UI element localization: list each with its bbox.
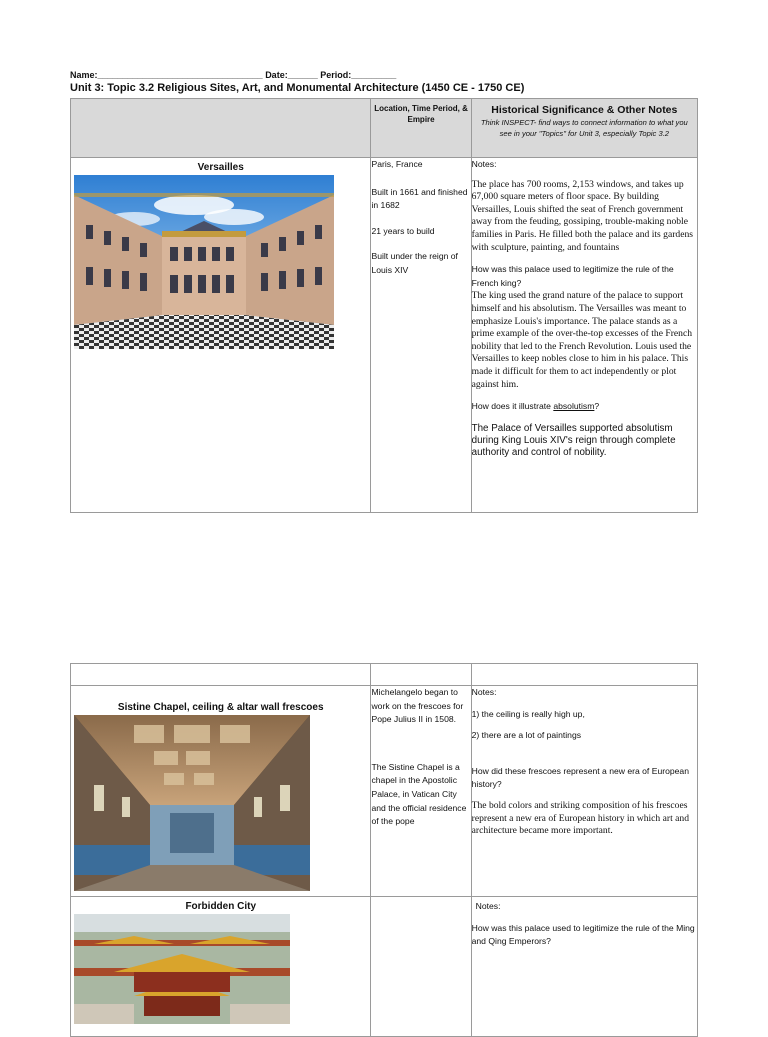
empty-header-cell-3 xyxy=(471,664,697,686)
q2-prefix: How does it illustrate xyxy=(471,401,554,412)
student-info-line: Name:_________________________________ Date:______ Period:_________ xyxy=(70,70,397,80)
versailles-question-2 xyxy=(472,400,697,414)
worksheet-title: Unit 3: Topic 3.2 Religious Sites, Art, and Monumental Architecture (1450 CE - 1750 CE) xyxy=(70,82,525,94)
versailles-years: 21 years to build xyxy=(371,225,435,236)
versailles-answer-1: The king used the grand nature of the palace to support himself and his absolutism. The Versailles was meant to emphasize Louis's importance. The palace stands as a prime example of the over-the-top excesses of the French nobility that led to the French Revolution. Louis used the Versailles to keep nobles close to him in his palace. This made it difficult for them to act independently or plot against him. xyxy=(471,290,693,390)
sites-table-2 xyxy=(70,663,698,1037)
header-significance-cell xyxy=(471,99,697,158)
versailles-notes-label: Notes: xyxy=(471,159,497,169)
versailles-photo xyxy=(74,175,334,349)
sistine-title: Sistine Chapel, ceiling & altar wall frescoes xyxy=(117,702,324,713)
significance-column-header: Historical Significance & Other Notes xyxy=(491,104,678,116)
forbidden-question-1: How was this palace used to legitimize the rule of the Ming and Qing Emperors? xyxy=(471,922,695,947)
sistine-notes-cell xyxy=(471,686,697,897)
forbidden-notes-label: Notes: xyxy=(475,901,501,911)
versailles-table xyxy=(70,98,698,513)
location-column-header: Location, Time Period, & Empire xyxy=(374,104,468,124)
sistine-note-1: 1) the ceiling is really high up, xyxy=(471,708,585,719)
empty-header-cell-1 xyxy=(71,664,371,686)
versailles-location: Paris, France xyxy=(371,159,423,169)
versailles-site-cell xyxy=(71,158,371,513)
versailles-notes-text: The place has 700 rooms, 2,153 windows, and takes up 67,000 square meters of floor space. By building Versailles, Louis shifted the seat of French government away from the feuding, gossiping, trouble-making noble families in Paris. He filled both the palace and its gardens with sculpture, painting, and fountains xyxy=(471,178,694,253)
versailles-question-1: How was this palace used to legitimize the rule of the French king? xyxy=(471,264,674,288)
sistine-note-2: 2) there are a lot of paintings xyxy=(471,730,582,741)
versailles-answer-2: The Palace of Versailles supported absolutism during King Louis XIV's reign through complete authority and control of nobility. xyxy=(471,422,676,459)
versailles-title: Versailles xyxy=(197,162,244,173)
sistine-info-2: The Sistine Chapel is a chapel in the Apostolic Palace, in Vatican City and the official residence of the pope xyxy=(371,761,467,827)
sistine-site-cell xyxy=(71,686,371,897)
forbidden-photo xyxy=(74,914,290,1024)
sistine-info-cell xyxy=(371,686,471,897)
absolutism-term: absolutism xyxy=(553,401,595,412)
header-site-cell xyxy=(71,99,371,158)
sistine-question-1: How did these frescoes represent a new era of European history? xyxy=(471,765,689,790)
versailles-location-cell xyxy=(371,158,471,513)
versailles-notes-cell xyxy=(471,158,697,513)
forbidden-location-cell xyxy=(371,897,471,1037)
forbidden-title: Forbidden City xyxy=(185,901,257,912)
versailles-built: Built in 1661 and finished in 1682 xyxy=(371,186,468,211)
forbidden-notes-cell xyxy=(471,897,697,1037)
sistine-photo xyxy=(74,715,310,891)
empty-header-cell-2 xyxy=(371,664,471,686)
q2-suffix: ? xyxy=(594,401,600,412)
significance-instructions: Think INSPECT- find ways to connect information to what you see in your "Topics" for Unit 3, especially Topic 3.2 xyxy=(480,118,688,138)
sistine-info-1: Michelangelo began to work on the frescoes for Pope Julius II in 1508. xyxy=(371,687,464,725)
forbidden-site-cell xyxy=(71,897,371,1037)
sistine-notes-label: Notes: xyxy=(471,687,497,697)
versailles-reign: Built under the reign of Louis XIV xyxy=(371,251,458,275)
header-location-cell xyxy=(371,99,471,158)
sistine-answer-1: The bold colors and striking composition of his frescoes represent a new era of European history in which art and architecture became more important. xyxy=(471,799,689,837)
